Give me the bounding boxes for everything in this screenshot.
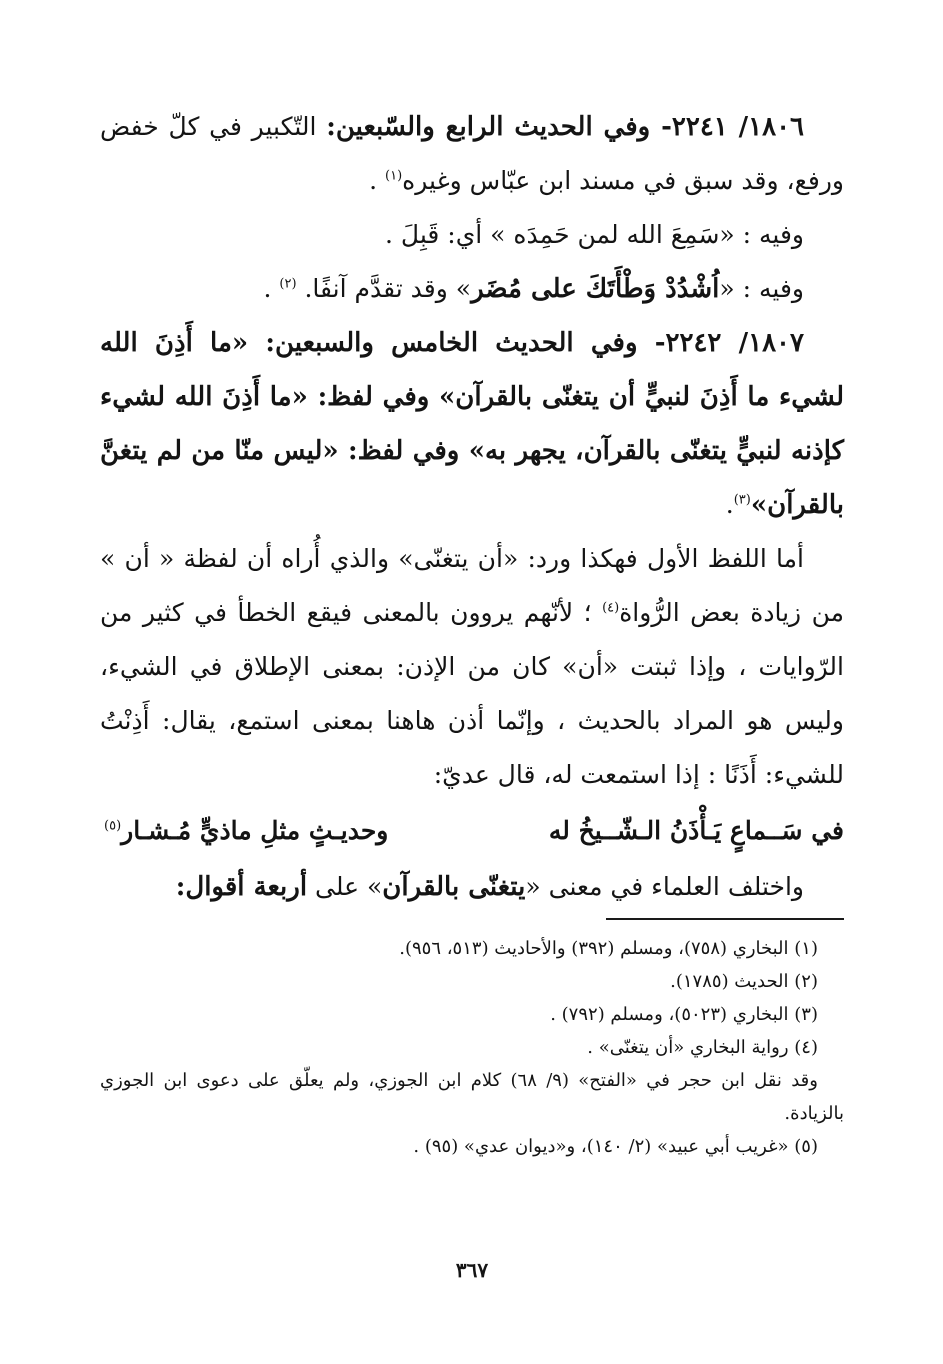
book-page bbox=[100, 100, 844, 1300]
closing-bold-phrase: يتغنّى بالقرآن bbox=[382, 872, 526, 902]
note-line-2-mid: » وقد تقدَّم آنفًا. bbox=[296, 274, 472, 303]
footnote-2: (٢) الحديث (١٧٨٥). bbox=[670, 971, 818, 992]
commentary-text-b: ؛ لأنّهم يروون بالمعنى فيقع الخطأ في كثير من الرّوايات ، وإذا ثبتت «أن» كان من الإذن: بمعنى الإطلاق في الشيء، وليس هو المراد بالحديث ، وإنّما أذن هاهنا بمعنى استمع، يقال: أَذِنْتُ للشيء: أَذَنًا : إذا استمعت له، قال عديّ: bbox=[100, 598, 844, 789]
hadith-paragraph-1806 bbox=[100, 100, 844, 208]
footnote-ref-2: (٢) bbox=[279, 276, 297, 292]
hadith-heading-1807: ١٨٠٧/ ٢٢٤٢- وفي الحديث الخامس والسبعين: «ما أَذِنَ الله لشيء ما أَذِنَ لنبيٍّ أن يتغنّى بالقرآن» وفي لفظ: «ما أَذِنَ الله لشيء كإذنه لنبيٍّ يتغنّى بالقرآن، يجهر به» وفي لفظ: «ليس منّا من لم يتغنَّ بالقرآن» bbox=[100, 328, 844, 520]
footnote-ref-1: (١) bbox=[385, 168, 403, 184]
closing-bold-count: أربعة أقوال bbox=[185, 872, 308, 902]
verse-second-hemistich bbox=[104, 802, 388, 860]
footnote-ref-5: (٥) bbox=[104, 818, 122, 834]
punctuation: . bbox=[263, 274, 280, 303]
note-line-2 bbox=[100, 262, 844, 316]
note-line-1: وفيه : «سَمِعَ الله لمن حَمِدَه » أي: قَبِلَ . bbox=[385, 220, 804, 249]
footnote-5: (٥) «غريب أبي عبيد» (٢/ ١٤٠)، و«ديوان عدي» (٩٥) . bbox=[413, 1136, 818, 1157]
punctuation: . bbox=[725, 490, 734, 519]
punctuation: : bbox=[175, 872, 186, 902]
footnote-ref-3: (٣) bbox=[733, 492, 751, 508]
verse-second-text: وحديـثٍ مثلِ ماذيٍّ مُـشـار bbox=[121, 816, 389, 845]
footnote-ref-4: (٤) bbox=[602, 600, 620, 616]
punctuation: . bbox=[369, 166, 385, 195]
commentary-text-a: أما اللفظ الأول فهكذا ورد: «أن يتغنّى» والذي أُراه أن لفظة « أن » من زيادة بعض الرُّواة bbox=[100, 544, 844, 627]
page-number: ٣٦٧ bbox=[455, 1258, 489, 1282]
poetry-verse bbox=[100, 802, 844, 860]
hadith-heading-1806: ١٨٠٦/ ٢٢٤١- وفي الحديث الرابع والسّبعين: bbox=[326, 112, 804, 142]
footnote-4-note: وقد نقل ابن حجر في «الفتح» (٩/ ٦٨) كلام ابن الجوزي، ولم يعلّق على دعوى ابن الجوزي بالزيادة. bbox=[100, 1070, 844, 1124]
hadith-text-1806: التّكبير في كلّ خفض ورفع، وقد سبق في مسند ابن عبّاس وغيره bbox=[100, 112, 844, 195]
verse-first-hemistich: في سَــماعٍ يَـأْذَنُ الـشّــيخُ له bbox=[548, 816, 844, 845]
quoted-phrase: اُشْدُدْ وَطْأَتَكَ على مُضَر bbox=[471, 274, 720, 304]
footnote-divider bbox=[606, 918, 844, 920]
closing-paragraph bbox=[100, 860, 844, 914]
commentary-paragraph bbox=[100, 532, 844, 802]
footnote-3: (٣) البخاري (٥٠٢٣)، ومسلم (٧٩٢) . bbox=[550, 1004, 818, 1025]
closing-text-b: » على bbox=[307, 872, 383, 901]
footnotes bbox=[100, 932, 844, 1163]
footnote-1: (١) البخاري (٧٥٨)، ومسلم (٣٩٢) والأحاديث (٥١٣، ٩٥٦). bbox=[399, 938, 818, 959]
footnote-4: (٤) رواية البخاري «أن يتغنّى» . bbox=[587, 1037, 818, 1058]
note-line-2-start: وفيه : « bbox=[719, 274, 804, 303]
hadith-paragraph-1807 bbox=[100, 316, 844, 532]
closing-text-a: واختلف العلماء في معنى « bbox=[525, 872, 804, 901]
main-text bbox=[100, 100, 844, 914]
